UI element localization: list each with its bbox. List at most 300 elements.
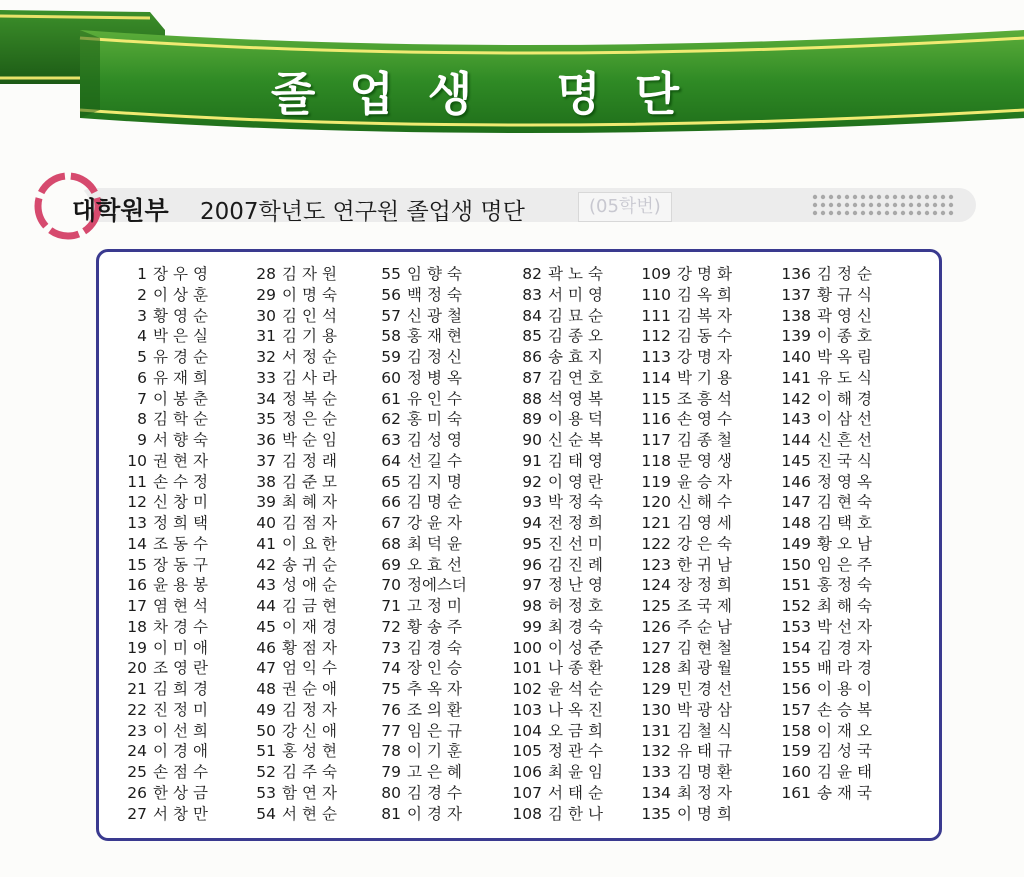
entry-number: 8 <box>137 410 147 429</box>
entry-number: 25 <box>127 763 147 781</box>
entry-number: 149 <box>781 534 811 553</box>
entry-name: 조국제 <box>677 597 737 615</box>
entry-name: 오효선 <box>407 555 467 574</box>
entry-number: 74 <box>381 659 401 678</box>
roster-entry <box>105 430 213 451</box>
roster-entry <box>359 679 467 700</box>
roster-entry <box>769 513 877 534</box>
entry-name: 김기용 <box>282 327 342 346</box>
entry-name: 조흥석 <box>677 389 737 408</box>
entry-name: 김학순 <box>153 410 213 429</box>
entry-number: 139 <box>781 327 811 346</box>
entry-number: 55 <box>381 265 401 283</box>
entry-number: 64 <box>381 451 401 470</box>
entry-number: 117 <box>641 431 671 449</box>
banner-title: 졸업생 명단 <box>270 67 714 121</box>
roster-column <box>500 264 608 824</box>
entry-number: 137 <box>781 285 811 304</box>
roster-entry <box>629 306 737 327</box>
entry-name: 김경수 <box>407 783 467 802</box>
roster-entry <box>359 368 467 389</box>
entry-name: 박기용 <box>677 368 737 387</box>
entry-number: 124 <box>641 576 671 595</box>
entry-number: 153 <box>781 617 811 636</box>
entry-name: 황규식 <box>817 285 877 304</box>
entry-name: 홍정숙 <box>817 576 877 595</box>
roster-column <box>769 264 877 804</box>
entry-name: 윤승자 <box>677 472 737 491</box>
entry-name: 임향숙 <box>407 265 467 283</box>
roster-entry <box>105 451 213 472</box>
entry-name: 김연호 <box>548 368 608 387</box>
entry-number: 159 <box>781 742 811 761</box>
section-label: 대학원부 <box>72 196 169 225</box>
entry-number: 119 <box>641 472 671 491</box>
entry-name: 윤석순 <box>548 680 608 698</box>
roster-entry <box>629 534 737 555</box>
entry-name: 조영란 <box>153 659 213 678</box>
dots-decoration <box>810 192 960 222</box>
entry-number: 19 <box>127 638 147 657</box>
entry-number: 70 <box>381 576 401 595</box>
entry-name: 김점자 <box>282 514 342 532</box>
roster-entry <box>629 638 737 659</box>
roster-entry <box>769 264 877 285</box>
roster-entry <box>769 389 877 410</box>
entry-name: 김성국 <box>817 742 877 761</box>
entry-number: 136 <box>781 265 811 283</box>
roster-entry <box>359 472 467 493</box>
entry-number: 9 <box>137 431 147 449</box>
entry-name: 손점수 <box>153 763 213 781</box>
roster-entry <box>359 555 467 576</box>
roster-entry <box>234 306 342 327</box>
roster-entry <box>105 617 213 638</box>
entry-number: 140 <box>781 348 811 366</box>
roster-entry <box>105 347 213 368</box>
entry-name: 김성영 <box>407 431 467 449</box>
entry-number: 28 <box>256 265 276 283</box>
entry-name: 김현철 <box>677 638 737 657</box>
entry-name: 김영세 <box>677 514 737 532</box>
roster-entry <box>234 409 342 430</box>
entry-number: 89 <box>522 410 542 429</box>
entry-name: 이봉춘 <box>153 389 213 408</box>
roster-entry <box>500 762 608 783</box>
entry-name: 이기훈 <box>407 742 467 761</box>
entry-number: 108 <box>512 804 542 823</box>
entry-name: 박옥림 <box>817 348 877 366</box>
entry-name: 신광철 <box>407 306 467 325</box>
entry-number: 60 <box>381 368 401 387</box>
entry-name: 서태순 <box>548 783 608 802</box>
roster-entry <box>105 596 213 617</box>
roster-entry <box>359 658 467 679</box>
entry-number: 128 <box>641 659 671 678</box>
entry-name: 이재오 <box>817 721 877 740</box>
entry-number: 66 <box>381 493 401 512</box>
entry-name: 김종오 <box>548 327 608 346</box>
roster-entry <box>769 617 877 638</box>
entry-number: 1 <box>137 265 147 283</box>
entry-name: 유재희 <box>153 368 213 387</box>
entry-number: 56 <box>381 285 401 304</box>
entry-number: 84 <box>522 306 542 325</box>
entry-number: 26 <box>127 783 147 802</box>
roster-entry <box>629 721 737 742</box>
entry-name: 송귀순 <box>282 555 342 574</box>
entry-number: 148 <box>781 514 811 532</box>
entry-number: 83 <box>522 285 542 304</box>
roster-entry <box>500 804 608 825</box>
roster-entry <box>234 534 342 555</box>
entry-name: 손승복 <box>817 700 877 719</box>
entry-name: 신해수 <box>677 493 737 512</box>
roster-entry <box>234 638 342 659</box>
entry-name: 김희경 <box>153 680 213 698</box>
roster-entry <box>629 451 737 472</box>
roster-entry <box>629 700 737 721</box>
roster-entry <box>500 596 608 617</box>
entry-number: 96 <box>522 555 542 574</box>
entry-name: 조동수 <box>153 534 213 553</box>
entry-name: 나종환 <box>548 659 608 678</box>
roster-entry <box>629 783 737 804</box>
entry-number: 76 <box>381 700 401 719</box>
roster-entry <box>769 679 877 700</box>
entry-number: 133 <box>641 763 671 781</box>
entry-number: 14 <box>127 534 147 553</box>
entry-name: 유도식 <box>817 368 877 387</box>
roster-entry <box>500 700 608 721</box>
entry-name: 정복순 <box>282 389 342 408</box>
entry-name: 홍재현 <box>407 327 467 346</box>
roster-entry <box>500 472 608 493</box>
entry-number: 4 <box>137 327 147 346</box>
entry-name: 고정미 <box>407 597 467 615</box>
entry-number: 53 <box>256 783 276 802</box>
entry-name: 황점자 <box>282 638 342 657</box>
roster-entry <box>105 638 213 659</box>
roster-entry <box>769 347 877 368</box>
entry-name: 황송주 <box>407 617 467 636</box>
entry-name: 서미영 <box>548 285 608 304</box>
entry-number: 101 <box>512 659 542 678</box>
entry-name: 임은규 <box>407 721 467 740</box>
entry-number: 10 <box>127 451 147 470</box>
entry-number: 73 <box>381 638 401 657</box>
roster-column <box>359 264 467 824</box>
entry-number: 134 <box>641 783 671 802</box>
entry-name: 김진례 <box>548 555 608 574</box>
roster-entry <box>105 513 213 534</box>
entry-name: 김금현 <box>282 597 342 615</box>
entry-number: 20 <box>127 659 147 678</box>
entry-name: 고은혜 <box>407 763 467 781</box>
entry-name: 최혜자 <box>282 493 342 512</box>
entry-name: 홍성현 <box>282 742 342 761</box>
roster-entry <box>769 430 877 451</box>
entry-number: 81 <box>381 804 401 823</box>
entry-name: 나옥진 <box>548 700 608 719</box>
entry-number: 135 <box>641 804 671 823</box>
entry-name: 선길수 <box>407 451 467 470</box>
entry-number: 18 <box>127 617 147 636</box>
roster-entry <box>359 285 467 306</box>
entry-number: 68 <box>381 534 401 553</box>
entry-number: 94 <box>522 514 542 532</box>
roster-entry <box>234 741 342 762</box>
entry-name: 이명숙 <box>282 285 342 304</box>
roster-entry <box>105 389 213 410</box>
entry-number: 11 <box>127 472 147 491</box>
entry-number: 47 <box>256 659 276 678</box>
entry-number: 141 <box>781 368 811 387</box>
entry-name: 함연자 <box>282 783 342 802</box>
roster-entry <box>105 534 213 555</box>
entry-number: 116 <box>641 410 671 429</box>
entry-name: 권순애 <box>282 680 342 698</box>
roster-entry <box>359 804 467 825</box>
roster-entry <box>105 679 213 700</box>
entry-number: 130 <box>641 700 671 719</box>
roster-entry <box>359 347 467 368</box>
roster-entry <box>500 534 608 555</box>
entry-number: 24 <box>127 742 147 761</box>
entry-name: 김종철 <box>677 431 737 449</box>
entry-name: 전정희 <box>548 514 608 532</box>
entry-name: 최해숙 <box>817 597 877 615</box>
entry-name: 홍미숙 <box>407 410 467 429</box>
entry-number: 50 <box>256 721 276 740</box>
entry-name: 최광월 <box>677 659 737 678</box>
roster-entry <box>105 783 213 804</box>
entry-name: 김인석 <box>282 306 342 325</box>
entry-name: 김동수 <box>677 327 737 346</box>
entry-number: 87 <box>522 368 542 387</box>
entry-name: 서현순 <box>282 804 342 823</box>
entry-number: 143 <box>781 410 811 429</box>
entry-name: 신창미 <box>153 493 213 512</box>
roster-entry <box>359 596 467 617</box>
roster-entry <box>234 658 342 679</box>
roster-entry <box>500 264 608 285</box>
entry-name: 정영옥 <box>817 472 877 491</box>
roster-entry <box>105 741 213 762</box>
roster-column <box>105 264 213 824</box>
entry-name: 이종호 <box>817 327 877 346</box>
roster-entry <box>234 617 342 638</box>
roster-entry <box>629 347 737 368</box>
entry-name: 박광삼 <box>677 700 737 719</box>
roster-entry <box>105 326 213 347</box>
entry-number: 29 <box>256 285 276 304</box>
entry-number: 100 <box>512 638 542 657</box>
roster-entry <box>359 264 467 285</box>
entry-name: 강윤자 <box>407 514 467 532</box>
roster-entry <box>629 513 737 534</box>
entry-number: 51 <box>256 742 276 761</box>
entry-number: 131 <box>641 721 671 740</box>
roster-entry <box>105 264 213 285</box>
roster-entry <box>500 492 608 513</box>
roster-entry <box>629 679 737 700</box>
entry-name: 강신애 <box>282 721 342 740</box>
entry-number: 72 <box>381 617 401 636</box>
roster-entry <box>105 306 213 327</box>
entry-number: 146 <box>781 472 811 491</box>
entry-number: 161 <box>781 783 811 802</box>
entry-number: 85 <box>522 327 542 346</box>
entry-number: 54 <box>256 804 276 823</box>
roster-entry <box>234 264 342 285</box>
roster-entry <box>359 617 467 638</box>
entry-name: 김복자 <box>677 306 737 325</box>
roster-entry <box>234 804 342 825</box>
roster-entry <box>629 555 737 576</box>
roster-entry <box>234 575 342 596</box>
roster-entry <box>500 409 608 430</box>
entry-name: 이선희 <box>153 721 213 740</box>
entry-number: 38 <box>256 472 276 491</box>
entry-number: 80 <box>381 783 401 802</box>
section-header <box>30 168 990 246</box>
roster-entry <box>629 804 737 825</box>
entry-number: 86 <box>522 348 542 366</box>
entry-number: 114 <box>641 368 671 387</box>
roster-entry <box>629 409 737 430</box>
entry-number: 43 <box>256 576 276 595</box>
entry-number: 155 <box>781 659 811 678</box>
entry-name: 김경자 <box>817 638 877 657</box>
entry-name: 이삼선 <box>817 410 877 429</box>
roster-column <box>629 264 737 824</box>
entry-name: 진국식 <box>817 451 877 470</box>
roster-entry <box>500 658 608 679</box>
entry-number: 69 <box>381 555 401 574</box>
roster-entry <box>234 389 342 410</box>
entry-number: 158 <box>781 721 811 740</box>
roster-entry <box>500 306 608 327</box>
entry-name: 오금희 <box>548 721 608 740</box>
roster-entry <box>500 326 608 347</box>
entry-number: 77 <box>381 721 401 740</box>
entry-name: 이영란 <box>548 472 608 491</box>
roster-entry <box>234 700 342 721</box>
roster-entry <box>359 389 467 410</box>
roster-entry <box>234 762 342 783</box>
entry-number: 122 <box>641 534 671 553</box>
entry-name: 강은숙 <box>677 534 737 553</box>
entry-number: 110 <box>641 285 671 304</box>
entry-name: 권현자 <box>153 451 213 470</box>
entry-number: 118 <box>641 451 671 470</box>
entry-name: 성애순 <box>282 576 342 595</box>
roster-entry <box>500 513 608 534</box>
entry-number: 6 <box>137 368 147 387</box>
entry-name: 배라경 <box>817 659 877 678</box>
entry-number: 23 <box>127 721 147 740</box>
roster-entry <box>234 430 342 451</box>
entry-name: 김지명 <box>407 472 467 491</box>
entry-number: 147 <box>781 493 811 512</box>
entry-name: 박은실 <box>153 327 213 346</box>
roster-entry <box>234 347 342 368</box>
roster-entry <box>500 347 608 368</box>
roster-entry <box>769 534 877 555</box>
roster-entry <box>629 596 737 617</box>
roster-entry <box>500 638 608 659</box>
entry-name: 임은주 <box>817 555 877 574</box>
entry-number: 90 <box>522 431 542 449</box>
roster-entry <box>359 451 467 472</box>
entry-number: 78 <box>381 742 401 761</box>
entry-name: 김현숙 <box>817 493 877 512</box>
roster-entry <box>769 306 877 327</box>
roster-entry <box>105 492 213 513</box>
entry-name: 서창만 <box>153 804 213 823</box>
roster-entry <box>629 430 737 451</box>
roster-entry <box>359 783 467 804</box>
entry-name: 최윤임 <box>548 763 608 781</box>
roster-entry <box>359 492 467 513</box>
entry-name: 김자원 <box>282 265 342 283</box>
roster-entry <box>769 638 877 659</box>
entry-name: 엄익수 <box>282 659 342 678</box>
entry-number: 37 <box>256 451 276 470</box>
entry-name: 김정래 <box>282 451 342 470</box>
entry-name: 정병옥 <box>407 368 467 387</box>
entry-number: 129 <box>641 680 671 698</box>
entry-number: 59 <box>381 348 401 366</box>
entry-name: 김명환 <box>677 763 737 781</box>
entry-name: 김정자 <box>282 700 342 719</box>
entry-number: 82 <box>522 265 542 283</box>
entry-name: 장동구 <box>153 555 213 574</box>
roster-entry <box>629 368 737 389</box>
entry-number: 125 <box>641 597 671 615</box>
entry-number: 79 <box>381 763 401 781</box>
roster-entry <box>105 368 213 389</box>
roster-entry <box>234 368 342 389</box>
roster-entry <box>359 306 467 327</box>
entry-name: 정난영 <box>548 576 608 595</box>
roster-entry <box>105 658 213 679</box>
entry-number: 5 <box>137 348 147 366</box>
roster-entry <box>234 783 342 804</box>
roster-entry <box>769 741 877 762</box>
entry-number: 151 <box>781 576 811 595</box>
entry-number: 112 <box>641 327 671 346</box>
roster-entry <box>500 430 608 451</box>
entry-number: 16 <box>127 576 147 595</box>
entry-number: 142 <box>781 389 811 408</box>
entry-number: 15 <box>127 555 147 574</box>
roster-entry <box>105 762 213 783</box>
entry-name: 김옥희 <box>677 285 737 304</box>
roster-entry <box>359 575 467 596</box>
entry-number: 106 <box>512 763 542 781</box>
enrollment-tag: (05학번) <box>578 192 672 222</box>
entry-name: 이해경 <box>817 389 877 408</box>
section-title: 2007학년도 연구원 졸업생 명단 <box>200 199 525 225</box>
roster-column <box>234 264 342 824</box>
roster-entry <box>234 451 342 472</box>
entry-number: 145 <box>781 451 811 470</box>
entry-name: 한귀남 <box>677 555 737 574</box>
entry-number: 105 <box>512 742 542 761</box>
entry-name: 허정호 <box>548 597 608 615</box>
